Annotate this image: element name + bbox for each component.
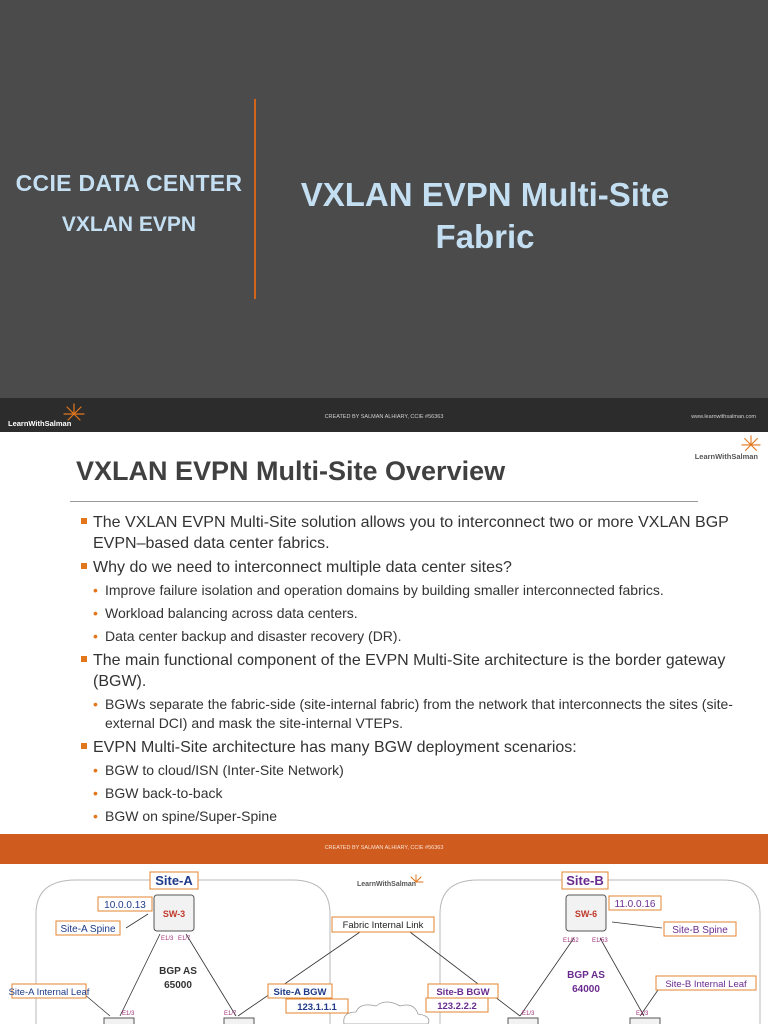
site-b-bgw-port: E1/3 bbox=[522, 1011, 535, 1017]
sub-bullet-item: • Workload balancing across data centers. bbox=[78, 604, 748, 623]
sub-bullet-item: • BGW on spine/Super-Spine bbox=[78, 807, 748, 826]
sunburst-logo-icon bbox=[62, 402, 86, 424]
site-b-spine-port-right: E1/53 bbox=[592, 938, 608, 944]
site-b-spine-name: SW-6 bbox=[574, 909, 598, 919]
site-a-spine-label: Site-A Spine bbox=[60, 924, 116, 935]
site-a-spine-ip: 10.0.0.13 bbox=[104, 900, 146, 911]
site-a-spine-port-right: E1/7 bbox=[178, 936, 191, 942]
bullet-list bbox=[78, 512, 748, 830]
isn-cloud-icon bbox=[344, 1002, 429, 1024]
site-a-spine-name: SW-3 bbox=[162, 909, 186, 919]
sub-bullet-item: • Data center backup and disaster recovery (DR). bbox=[78, 627, 748, 646]
course-title bbox=[0, 170, 258, 237]
site-b-title: Site-B bbox=[566, 873, 604, 888]
site-b-bgp-as-label: BGP AS bbox=[567, 970, 605, 981]
sub-bullet-item: • BGW to cloud/ISN (Inter-Site Network) bbox=[78, 761, 748, 780]
overview-footer bbox=[0, 834, 768, 864]
site-b-spine-port-left: E1/52 bbox=[563, 938, 579, 944]
link-spine-b-bgw bbox=[520, 938, 574, 1016]
header-logo bbox=[695, 446, 758, 464]
bullet-item: The main functional component of the EVPN Multi-Site architecture is the border gateway (BGW). bbox=[78, 650, 748, 692]
header-logo-text: LearnWithSalman bbox=[694, 452, 758, 461]
bullet-item: The VXLAN EVPN Multi-Site solution allows you to interconnect two or more VXLAN BGP EVPN–based data center fabrics. bbox=[78, 512, 748, 554]
course-line-2: VXLAN EVPN bbox=[61, 213, 197, 236]
site-b-bgw-switch-icon bbox=[508, 1018, 538, 1024]
footer-url[interactable]: www.learnwithsalman.com bbox=[691, 414, 756, 420]
title-slide bbox=[0, 0, 768, 432]
site-a-leaf-port: E1/3 bbox=[122, 1011, 135, 1017]
title-slide-footer bbox=[0, 398, 768, 432]
site-a-title: Site-A bbox=[155, 873, 193, 888]
link-spine-a-leaf bbox=[120, 934, 160, 1016]
bullet-item: EVPN Multi-Site architecture has many BGW deployment scenarios: bbox=[78, 737, 748, 758]
site-b-internal-leaf-label: Site-B Internal Leaf bbox=[665, 979, 747, 990]
site-b-leaf-port: E1/3 bbox=[636, 1011, 649, 1017]
site-a-bgw-label: Site-A BGW bbox=[273, 987, 327, 998]
sub-bullet-item: • BGW back-to-back bbox=[78, 784, 748, 803]
slide-title bbox=[280, 174, 690, 258]
link-spine-b-leaf bbox=[600, 938, 644, 1016]
site-a-bgw-port: E1/7 bbox=[224, 1011, 237, 1017]
diagram-slide bbox=[0, 866, 768, 1024]
course-line-1: CCIE DATA CENTER bbox=[15, 170, 243, 196]
multisite-topology-diagram bbox=[0, 866, 768, 1024]
site-b-bgw-ip: 123.2.2.2 bbox=[437, 1001, 477, 1012]
slide-title-line-1: VXLAN EVPN Multi-Site bbox=[300, 176, 670, 213]
sub-bullet-item: • BGWs separate the fabric-side (site-internal fabric) from the network that interconnects the sites (site-external DCI) and mask the site-internal VTEPs. bbox=[78, 695, 748, 733]
footer-credit: CREATED BY SALMAN ALHIARY, CCIE #56363 bbox=[324, 845, 444, 851]
site-b-bgp-as-number: 64000 bbox=[572, 984, 600, 995]
footer-credit: CREATED BY SALMAN ALHIARY, CCIE #56363 bbox=[324, 414, 444, 420]
callout-site-b-spine bbox=[612, 922, 662, 928]
site-a-bgw-switch-icon bbox=[224, 1018, 254, 1024]
title-divider bbox=[254, 99, 256, 299]
fabric-internal-link-label: Fabric Internal Link bbox=[342, 920, 424, 931]
bullet-item: Why do we need to interconnect multiple data center sites? bbox=[78, 557, 748, 578]
site-a-bgp-as-label: BGP AS bbox=[159, 966, 197, 977]
site-a-internal-leaf-label: Site-A Internal Leaf bbox=[8, 987, 90, 998]
site-b-spine-label: Site-B Spine bbox=[672, 925, 728, 936]
overview-slide bbox=[0, 432, 768, 851]
site-a-bgp-as-number: 65000 bbox=[164, 980, 192, 991]
site-a-bgw-ip: 123.1.1.1 bbox=[297, 1002, 337, 1013]
site-b-spine-ip: 11.0.0.16 bbox=[614, 899, 656, 910]
sub-bullet-item: • Improve failure isolation and operation domains by building smaller interconnected fabrics. bbox=[78, 581, 748, 600]
callout-site-a-spine bbox=[126, 914, 148, 928]
footer-logo-text: LearnWithSalman bbox=[8, 419, 72, 428]
overview-title: VXLAN EVPN Multi-Site Overview bbox=[76, 456, 506, 486]
site-a-spine-port-left: E1/3 bbox=[161, 936, 174, 942]
diagram-logo-text: LearnWithSalman bbox=[357, 881, 417, 888]
site-b-leaf-switch-icon bbox=[630, 1018, 660, 1024]
site-b-bgw-label: Site-B BGW bbox=[436, 987, 490, 998]
slide-title-line-2: Fabric bbox=[435, 218, 535, 255]
sunburst-logo-icon bbox=[740, 434, 762, 454]
site-a-leaf-switch-icon bbox=[104, 1018, 134, 1024]
title-rule bbox=[70, 501, 698, 502]
